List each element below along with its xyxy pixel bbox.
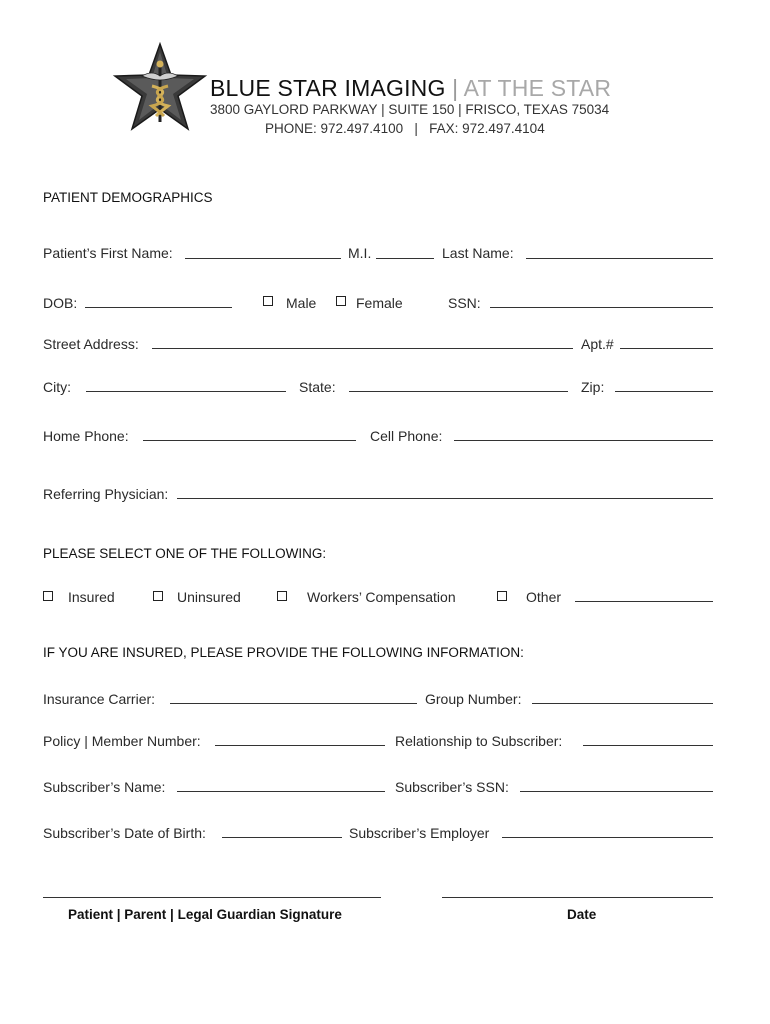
dob-label: DOB: bbox=[43, 295, 78, 311]
first-name-field[interactable] bbox=[185, 258, 341, 259]
city-field[interactable] bbox=[86, 391, 286, 392]
last-name-label: Last Name: bbox=[442, 245, 514, 261]
section-heading-insurance: IF YOU ARE INSURED, PLEASE PROVIDE THE FOLLOWING INFORMATION: bbox=[43, 645, 524, 660]
section-heading-demographics: PATIENT DEMOGRAPHICS bbox=[43, 190, 213, 205]
subscriber-name-label: Subscriber’s Name: bbox=[43, 779, 166, 795]
state-label: State: bbox=[299, 379, 336, 395]
policy-member-label: Policy | Member Number: bbox=[43, 733, 201, 749]
brand-tagline: AT THE STAR bbox=[463, 75, 612, 101]
male-checkbox[interactable] bbox=[263, 296, 273, 306]
first-name-label: Patient’s First Name: bbox=[43, 245, 173, 261]
uninsured-checkbox[interactable] bbox=[153, 591, 163, 601]
signature-label: Patient | Parent | Legal Guardian Signature bbox=[68, 907, 342, 922]
other-field[interactable] bbox=[575, 601, 713, 602]
zip-label: Zip: bbox=[581, 379, 605, 395]
referring-physician-field[interactable] bbox=[177, 498, 713, 499]
subscriber-dob-field[interactable] bbox=[222, 837, 342, 838]
subscriber-employer-field[interactable] bbox=[502, 837, 713, 838]
insured-checkbox[interactable] bbox=[43, 591, 53, 601]
date-field[interactable] bbox=[442, 897, 713, 898]
home-phone-field[interactable] bbox=[143, 440, 356, 441]
uninsured-label: Uninsured bbox=[177, 589, 241, 605]
mi-label: M.I. bbox=[348, 245, 372, 261]
signature-field[interactable] bbox=[43, 897, 381, 898]
relationship-field[interactable] bbox=[583, 745, 713, 746]
insurance-carrier-field[interactable] bbox=[170, 703, 417, 704]
subscriber-ssn-field[interactable] bbox=[520, 791, 713, 792]
group-number-field[interactable] bbox=[532, 703, 713, 704]
other-checkbox[interactable] bbox=[497, 591, 507, 601]
insurance-carrier-label: Insurance Carrier: bbox=[43, 691, 156, 707]
street-address-field[interactable] bbox=[152, 348, 573, 349]
section-heading-coverage: PLEASE SELECT ONE OF THE FOLLOWING: bbox=[43, 546, 327, 561]
other-label: Other bbox=[526, 589, 562, 605]
phone-fax-line: PHONE: 972.497.4100 | FAX: 972.497.4104 bbox=[265, 121, 545, 136]
referring-physician-label: Referring Physician: bbox=[43, 486, 169, 502]
insured-label: Insured bbox=[68, 589, 115, 605]
female-checkbox[interactable] bbox=[336, 296, 346, 306]
workers-comp-checkbox[interactable] bbox=[277, 591, 287, 601]
cell-phone-field[interactable] bbox=[454, 440, 713, 441]
workers-comp-label: Workers’ Compensation bbox=[307, 589, 456, 605]
subscriber-employer-label: Subscriber’s Employer bbox=[349, 825, 490, 841]
brand-separator: | bbox=[445, 75, 464, 101]
last-name-field[interactable] bbox=[526, 258, 713, 259]
cell-phone-label: Cell Phone: bbox=[370, 428, 443, 444]
ssn-field[interactable] bbox=[490, 307, 713, 308]
address-line: 3800 GAYLORD PARKWAY | SUITE 150 | FRISCO, TEXAS 75034 bbox=[210, 102, 610, 117]
city-label: City: bbox=[43, 379, 71, 395]
zip-field[interactable] bbox=[615, 391, 713, 392]
state-field[interactable] bbox=[349, 391, 568, 392]
relationship-label: Relationship to Subscriber: bbox=[395, 733, 563, 749]
ssn-label: SSN: bbox=[448, 295, 481, 311]
brand-title bbox=[210, 74, 611, 102]
date-label: Date bbox=[567, 907, 597, 922]
dob-field[interactable] bbox=[85, 307, 232, 308]
group-number-label: Group Number: bbox=[425, 691, 522, 707]
apt-field[interactable] bbox=[620, 348, 713, 349]
policy-member-field[interactable] bbox=[215, 745, 385, 746]
caduceus-star-icon bbox=[112, 42, 208, 132]
street-address-label: Street Address: bbox=[43, 336, 139, 352]
apt-label: Apt.# bbox=[581, 336, 614, 352]
male-label: Male bbox=[286, 295, 317, 311]
brand-name: BLUE STAR IMAGING bbox=[210, 75, 446, 101]
female-label: Female bbox=[356, 295, 403, 311]
subscriber-name-field[interactable] bbox=[177, 791, 385, 792]
home-phone-label: Home Phone: bbox=[43, 428, 129, 444]
subscriber-ssn-label: Subscriber’s SSN: bbox=[395, 779, 509, 795]
subscriber-dob-label: Subscriber’s Date of Birth: bbox=[43, 825, 206, 841]
mi-field[interactable] bbox=[376, 258, 434, 259]
